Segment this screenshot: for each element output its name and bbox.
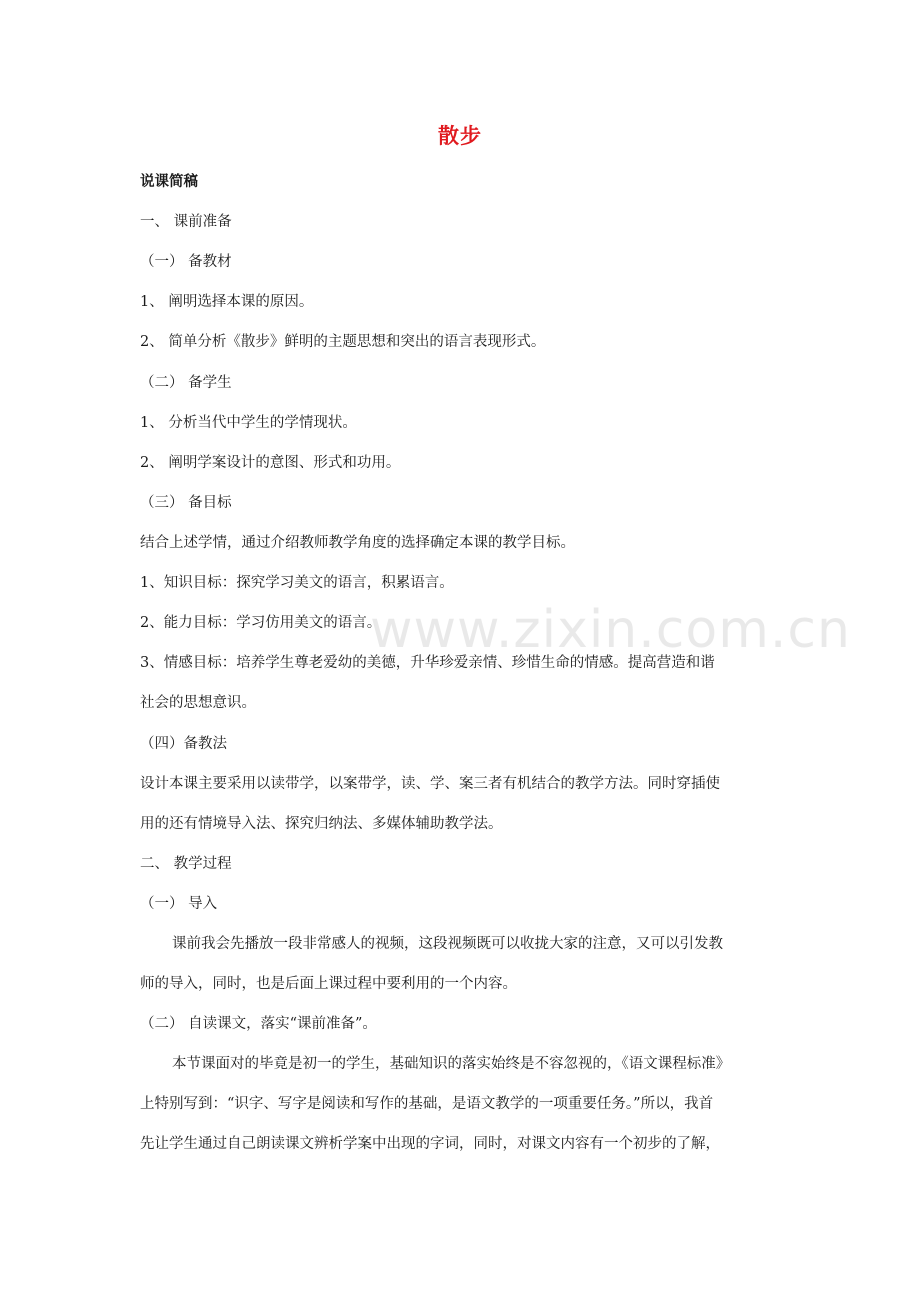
section-heading-preparation: 一、 课前准备	[140, 214, 232, 230]
list-item: 2、 简单分析《散步》鲜明的主题思想和突出的语言表现形式。	[140, 334, 546, 350]
subsection-heading: （一） 导入	[140, 896, 218, 912]
document-title: 散步	[438, 123, 482, 148]
section-heading-process: 二、 教学过程	[140, 856, 232, 872]
paragraph-line: 师的导入，同时，也是后面上课过程中要利用的一个内容。	[140, 976, 517, 992]
list-item: 2、能力目标：学习仿用美文的语言。	[140, 615, 382, 631]
list-item: 2、 阐明学案设计的意图、形式和功用。	[140, 455, 401, 471]
subsection-heading: （二） 自读课文，落实“课前准备”。	[140, 1016, 377, 1032]
paragraph-line: 结合上述学情，通过介绍教师教学角度的选择确定本课的教学目标。	[140, 535, 575, 551]
paragraph-line: 课前我会先播放一段非常感人的视频，这段视频既可以收拢大家的注意，又可以引发教	[172, 936, 723, 952]
paragraph-line: 先让学生通过自己朗读课文辨析学案中出现的字词，同时，对课文内容有一个初步的了解，	[140, 1136, 720, 1152]
paragraph-line: 社会的思想意识。	[140, 695, 256, 711]
subsection-heading: （二） 备学生	[140, 375, 232, 391]
subsection-heading: （一） 备教材	[140, 254, 232, 270]
watermark: www.zixin.com.cn	[370, 600, 851, 660]
paragraph-line: 本节课面对的毕竟是初一的学生，基础知识的落实始终是不容忽视的，《语文课程标准》	[172, 1056, 731, 1072]
paragraph-line: 上特别写到：“识字、写字是阅读和写作的基础，是语文教学的一项重要任务。”所以，我首	[140, 1096, 714, 1112]
list-item: 3、情感目标：培养学生尊老爱幼的美德，升华珍爱亲情、珍惜生命的情感。提高营造和谐	[140, 655, 715, 671]
paragraph-line: 用的还有情境导入法、探究归纳法、多媒体辅助教学法。	[140, 816, 503, 832]
subsection-heading: （三） 备目标	[140, 495, 232, 511]
list-item: 1、知识目标：探究学习美文的语言，积累语言。	[140, 575, 454, 591]
subsection-heading: （四）备教法	[140, 736, 227, 752]
paragraph-line: 设计本课主要采用以读带学，以案带学，读、学、案三者有机结合的教学方法。同时穿插使	[140, 776, 720, 792]
list-item: 1、 阐明选择本课的原因。	[140, 294, 314, 310]
document-subtitle: 说课简稿	[140, 173, 198, 190]
list-item: 1、 分析当代中学生的学情现状。	[140, 415, 357, 431]
